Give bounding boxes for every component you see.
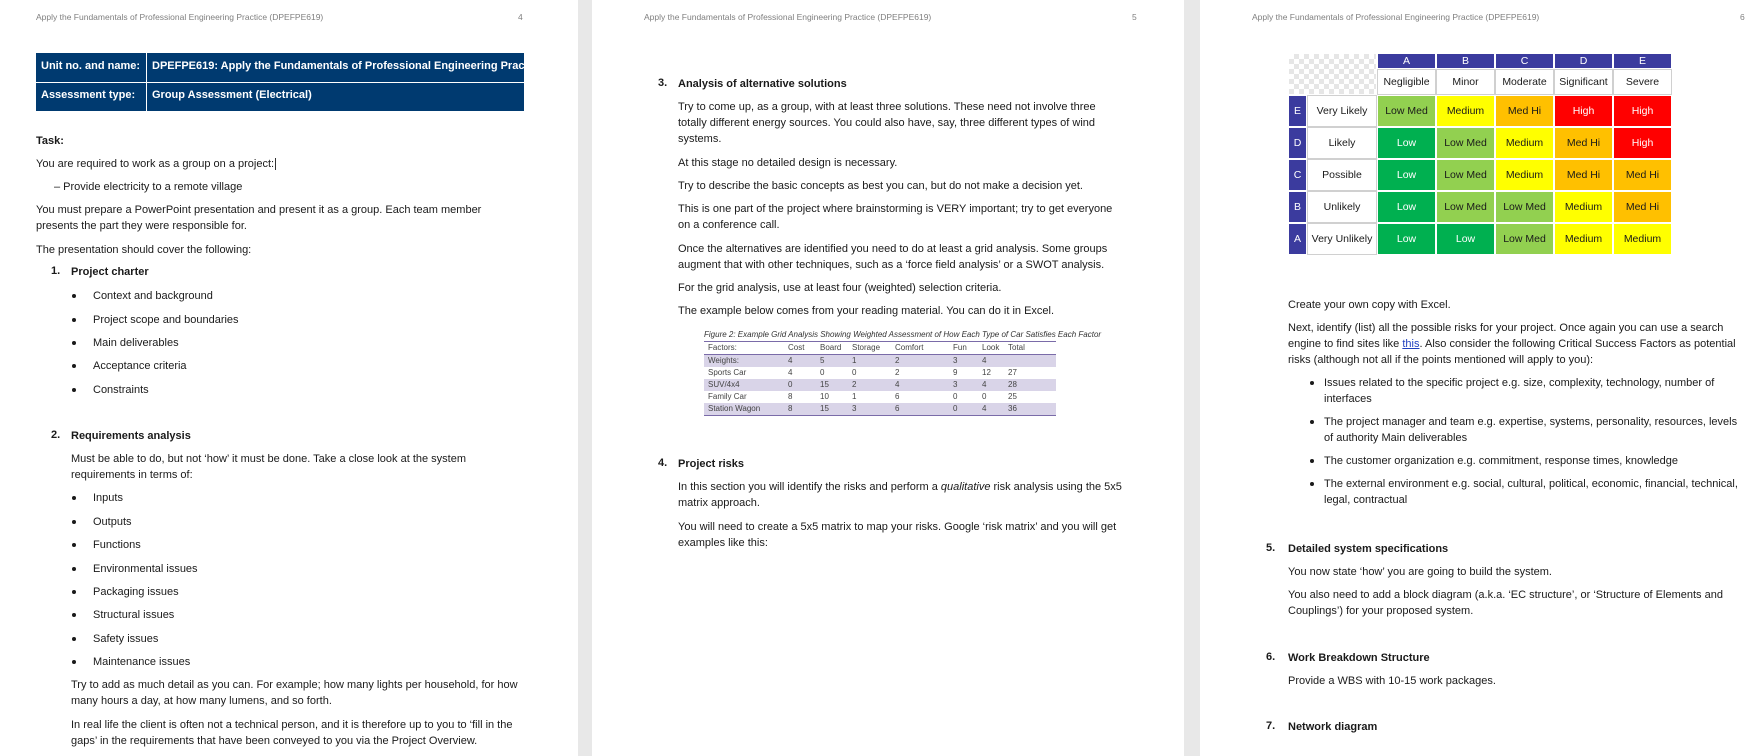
paragraph: on a conference call. [678, 219, 780, 231]
table-cell: 0 [953, 392, 958, 401]
table-rule [704, 415, 1056, 416]
matrix-corner [1288, 53, 1377, 95]
table-cell: 25 [1008, 392, 1017, 401]
table-row [704, 367, 1056, 379]
matrix-risk-cell: Med Hi [1554, 127, 1613, 159]
bullet-icon [1310, 381, 1314, 385]
section-number: 3. [658, 77, 668, 89]
matrix-risk-cell: Medium [1495, 159, 1554, 191]
paragraph: totally different energy sources. You could also have, say, three different types of wind [678, 117, 1096, 129]
matrix-risk-cell: Low Med [1377, 95, 1436, 127]
page-number: 5 [1132, 12, 1137, 22]
bullet-icon [72, 364, 76, 368]
matrix-risk-cell: High [1613, 95, 1672, 127]
section-number: 2. [51, 429, 61, 441]
matrix-risk-cell: Low Med [1436, 159, 1495, 191]
matrix-risk-cell: Low [1377, 127, 1436, 159]
matrix-row-label: Possible [1307, 159, 1377, 191]
document-page-5 [592, 0, 1184, 756]
matrix-risk-cell: Med Hi [1554, 159, 1613, 191]
matrix-row-label: Very Unlikely [1307, 223, 1377, 255]
table-cell: 27 [1008, 368, 1017, 377]
table-header-cell: Total [1008, 343, 1025, 352]
list-item: The customer organization e.g. commitment, response times, knowledge [1324, 455, 1678, 467]
table-row [704, 355, 1056, 367]
matrix-risk-cell: Medium [1613, 223, 1672, 255]
list-item: Packaging issues [93, 586, 179, 598]
table-cell: 8 [788, 392, 793, 401]
list-item: Issues related to the specific project e.g. size, complexity, technology, number of [1324, 377, 1715, 389]
bullet-icon [72, 341, 76, 345]
list-item: legal, contractual [1324, 494, 1408, 506]
dash-item: – Provide electricity to a remote village [54, 181, 243, 193]
table-cell: 15 [820, 380, 829, 389]
table-cell: 8 [788, 404, 793, 413]
section-title: Requirements analysis [71, 430, 191, 442]
table-cell: 9 [953, 368, 958, 377]
matrix-risk-cell: Low Med [1495, 223, 1554, 255]
paragraph: Must be able to do, but not ‘how’ it must be done. Take a close look at the system [71, 453, 467, 465]
section-number: 5. [1266, 542, 1276, 554]
matrix-risk-cell: Med Hi [1613, 159, 1672, 191]
bullet-icon [1310, 459, 1314, 463]
task-heading: Task: [36, 135, 64, 147]
list-item: Acceptance criteria [93, 360, 187, 372]
bullet-icon [72, 520, 76, 524]
bullet-icon [72, 388, 76, 392]
matrix-column-letter: D [1554, 53, 1613, 69]
bullet-icon [72, 613, 76, 617]
table-cell: 12 [982, 368, 991, 377]
table-header-cell: Storage [852, 343, 881, 352]
paragraph: examples like this: [678, 537, 768, 549]
bullet-icon [72, 543, 76, 547]
list-item: Outputs [93, 516, 132, 528]
list-item: Context and background [93, 290, 213, 302]
table-cell: 4 [788, 356, 793, 365]
matrix-risk-cell: Low [1377, 191, 1436, 223]
paragraph: Try to describe the basic concepts as best you can, but do not make a decision yet. [678, 180, 1083, 192]
table-cell: Sports Car [708, 368, 747, 377]
table-cell: 4 [982, 404, 987, 413]
page-header: Apply the Fundamentals of Professional Engineering Practice (DPEFPE619) [644, 12, 932, 22]
matrix-risk-cell: Med Hi [1495, 95, 1554, 127]
table-cell: 36 [1008, 404, 1017, 413]
table-cell: 4 [788, 368, 793, 377]
paragraph: This is one part of the project where brainstorming is VERY important; try to get everyone [678, 203, 1113, 215]
list-item: Constraints [93, 384, 149, 396]
list-item: Safety issues [93, 633, 159, 645]
table-row [704, 391, 1056, 403]
paragraph: engine to find sites like this. Also consider the following Critical Success Factors as potential [1288, 338, 1736, 350]
bullet-icon [72, 496, 76, 500]
table-header-cell: Board [820, 343, 842, 352]
unit-value: DPEFPE619: Apply the Fundamentals of Professional Engineering Practice [152, 60, 544, 72]
matrix-row-label: Unlikely [1307, 191, 1377, 223]
paragraph: In real life the client is often not a technical person, and it is therefore up to you to ‘fill in the [71, 719, 513, 731]
table-cell: 0 [953, 404, 958, 413]
list-item: The project manager and team e.g. expertise, systems, personality, resources, levels [1324, 416, 1738, 428]
paragraph: The presentation should cover the following: [36, 244, 252, 256]
bullet-icon [1310, 420, 1314, 424]
table-cell: 4 [895, 380, 900, 389]
list-item: interfaces [1324, 393, 1372, 405]
matrix-row-letter: E [1288, 95, 1307, 127]
table-cell: Weights: [708, 356, 739, 365]
table-cell: 0 [982, 392, 987, 401]
figure-caption: Figure 2: Example Grid Analysis Showing Weighted Assessment of How Each Type of Car Satisfies Each Factor [704, 330, 1102, 339]
unit-info-table [36, 53, 544, 111]
bullet-icon [72, 567, 76, 571]
paragraph: Next, identify (list) all the possible risks for your project. Once again you can use a search [1288, 322, 1724, 334]
page-header: Apply the Fundamentals of Professional Engineering Practice (DPEFPE619) [36, 12, 324, 22]
bullet-icon [72, 318, 76, 322]
section-title: Analysis of alternative solutions [678, 78, 847, 90]
matrix-risk-cell: Low [1377, 223, 1436, 255]
matrix-column-letter: C [1495, 53, 1554, 69]
section-number: 6. [1266, 651, 1276, 663]
paragraph: You also need to add a block diagram (a.k.a. ‘EC structure’, or ‘Structure of Elements and [1288, 589, 1723, 601]
matrix-risk-cell: Low [1436, 223, 1495, 255]
table-cell: 3 [953, 356, 958, 365]
matrix-risk-cell: High [1554, 95, 1613, 127]
page-number: 6 [1740, 12, 1745, 22]
matrix-column-label: Severe [1613, 69, 1672, 95]
matrix-row-label: Likely [1307, 127, 1377, 159]
matrix-risk-cell: Medium [1495, 127, 1554, 159]
section-title: Detailed system specifications [1288, 543, 1449, 555]
table-header-row [704, 342, 1056, 354]
table-cell: 6 [895, 404, 900, 413]
paragraph: systems. [678, 133, 722, 145]
matrix-risk-cell: Low Med [1436, 191, 1495, 223]
table-cell: Station Wagon [708, 404, 761, 413]
unit-label: Unit no. and name: [41, 60, 140, 72]
matrix-row-letter: D [1288, 127, 1307, 159]
bullet-icon [72, 590, 76, 594]
paragraph: augment that with other techniques, such as a ‘force field analysis’ or a SWOT analysis. [678, 259, 1105, 271]
matrix-column-label: Moderate [1495, 69, 1554, 95]
matrix-risk-cell: Low Med [1436, 127, 1495, 159]
page-number: 4 [518, 12, 523, 22]
table-cell: 6 [895, 392, 900, 401]
matrix-row-letter: A [1288, 223, 1307, 255]
list-item: Functions [93, 539, 141, 551]
paragraph: Try to come up, as a group, with at least three solutions. These need not involve three [678, 101, 1096, 113]
matrix-column-letter: A [1377, 53, 1436, 69]
list-item: Structural issues [93, 609, 175, 621]
section-number: 4. [658, 457, 668, 469]
paragraph: You now state ‘how’ you are going to build the system. [1288, 566, 1552, 578]
matrix-row-label: Very Likely [1307, 95, 1377, 127]
list-item: of authority Main deliverables [1324, 432, 1468, 444]
matrix-risk-cell: Medium [1554, 191, 1613, 223]
bullet-icon [72, 637, 76, 641]
table-cell: 1 [852, 356, 857, 365]
table-cell: 15 [820, 404, 829, 413]
list-item: Environmental issues [93, 563, 198, 575]
paragraph: At this stage no detailed design is necessary. [678, 157, 898, 169]
paragraph: You will need to create a 5x5 matrix to map your risks. Google ‘risk matrix’ and you will get [678, 521, 1117, 533]
table-cell: 4 [982, 356, 987, 365]
table-cell: 2 [895, 356, 900, 365]
paragraph: presents the part they were responsible for. [36, 220, 247, 232]
paragraph: gaps’ in the requirements that have been conveyed to you via the Project Overview. [71, 735, 478, 747]
section-title: Work Breakdown Structure [1288, 652, 1430, 664]
paragraph: For the grid analysis, use at least four (weighted) selection criteria. [678, 282, 1002, 294]
section-title: Project charter [71, 266, 149, 278]
table-header-cell: Look [982, 343, 1000, 352]
matrix-risk-cell: Low [1377, 159, 1436, 191]
list-item: Inputs [93, 492, 123, 504]
matrix-column-label: Minor [1436, 69, 1495, 95]
text-cursor [275, 158, 276, 170]
table-header-cell: Factors: [708, 343, 737, 352]
paragraph: Try to add as much detail as you can. For example; how many lights per household, for how [71, 679, 518, 691]
matrix-column-letter: E [1613, 53, 1672, 69]
matrix-row-letter: B [1288, 191, 1307, 223]
paragraph: many hours a day, at how many lumens, and so forth. [71, 695, 332, 707]
document-page-6 [1200, 0, 1762, 756]
table-cell: 10 [820, 392, 829, 401]
table-cell: 28 [1008, 380, 1017, 389]
table-divider [36, 82, 524, 83]
matrix-risk-cell: Low Med [1495, 191, 1554, 223]
paragraph: Provide a WBS with 10-15 work packages. [1288, 675, 1496, 687]
list-item: The external environment e.g. social, cultural, political, economic, financial, technical, [1324, 478, 1738, 490]
bullet-icon [1310, 482, 1314, 486]
matrix-column-label: Negligible [1377, 69, 1436, 95]
table-header-cell: Fun [953, 343, 967, 352]
section-title: Network diagram [1288, 721, 1378, 733]
table-row [704, 403, 1056, 415]
assessment-type-value: Group Assessment (Electrical) [152, 89, 312, 101]
table-cell: 2 [852, 380, 857, 389]
paragraph: You must prepare a PowerPoint presentation and present it as a group. Each team member [36, 204, 482, 216]
section-title: Project risks [678, 458, 745, 470]
paragraph: matrix approach. [678, 497, 760, 509]
assessment-type-label: Assessment type: [41, 89, 136, 101]
list-item: Project scope and boundaries [93, 314, 239, 326]
list-item: Main deliverables [93, 337, 179, 349]
table-header-cell: Cost [788, 343, 805, 352]
matrix-row-letter: C [1288, 159, 1307, 191]
table-cell: 5 [820, 356, 825, 365]
matrix-risk-cell: High [1613, 127, 1672, 159]
table-cell: 4 [982, 380, 987, 389]
table-cell: 0 [820, 368, 825, 377]
paragraph: Once the alternatives are identified you need to do at least a grid analysis. Some groups [678, 243, 1108, 255]
matrix-risk-cell: Medium [1554, 223, 1613, 255]
paragraph: In this section you will identify the risks and perform a qualitative risk analysis using the 5x5 [678, 481, 1122, 493]
table-cell: 2 [895, 368, 900, 377]
table-header-cell: Comfort [895, 343, 924, 352]
document-page-4 [0, 0, 578, 756]
paragraph: Couplings’) for your proposed system. [1288, 605, 1474, 617]
paragraph: risks (although not all if the points mentioned will apply to you): [1288, 354, 1594, 366]
table-row [704, 379, 1056, 391]
section-number: 1. [51, 265, 61, 277]
matrix-risk-cell: Med Hi [1613, 191, 1672, 223]
section-number: 7. [1266, 720, 1276, 732]
table-cell: SUV/4x4 [708, 380, 740, 389]
paragraph: The example below comes from your reading material. You can do it in Excel. [678, 305, 1055, 317]
list-item: Maintenance issues [93, 656, 191, 668]
table-cell: 3 [852, 404, 857, 413]
table-cell: Family Car [708, 392, 747, 401]
bullet-icon [72, 660, 76, 664]
bullet-icon [72, 294, 76, 298]
paragraph: requirements in terms of: [71, 469, 193, 481]
paragraph: Create your own copy with Excel. [1288, 299, 1451, 311]
table-cell: 3 [953, 380, 958, 389]
table-cell: 0 [788, 380, 793, 389]
table-cell: 1 [852, 392, 857, 401]
page-header: Apply the Fundamentals of Professional Engineering Practice (DPEFPE619) [1252, 12, 1540, 22]
this-link[interactable]: this [1402, 338, 1420, 350]
task-intro[interactable]: You are required to work as a group on a project: [36, 158, 275, 170]
table-cell: 0 [852, 368, 857, 377]
matrix-column-label: Significant [1554, 69, 1613, 95]
matrix-risk-cell: Medium [1436, 95, 1495, 127]
matrix-column-letter: B [1436, 53, 1495, 69]
